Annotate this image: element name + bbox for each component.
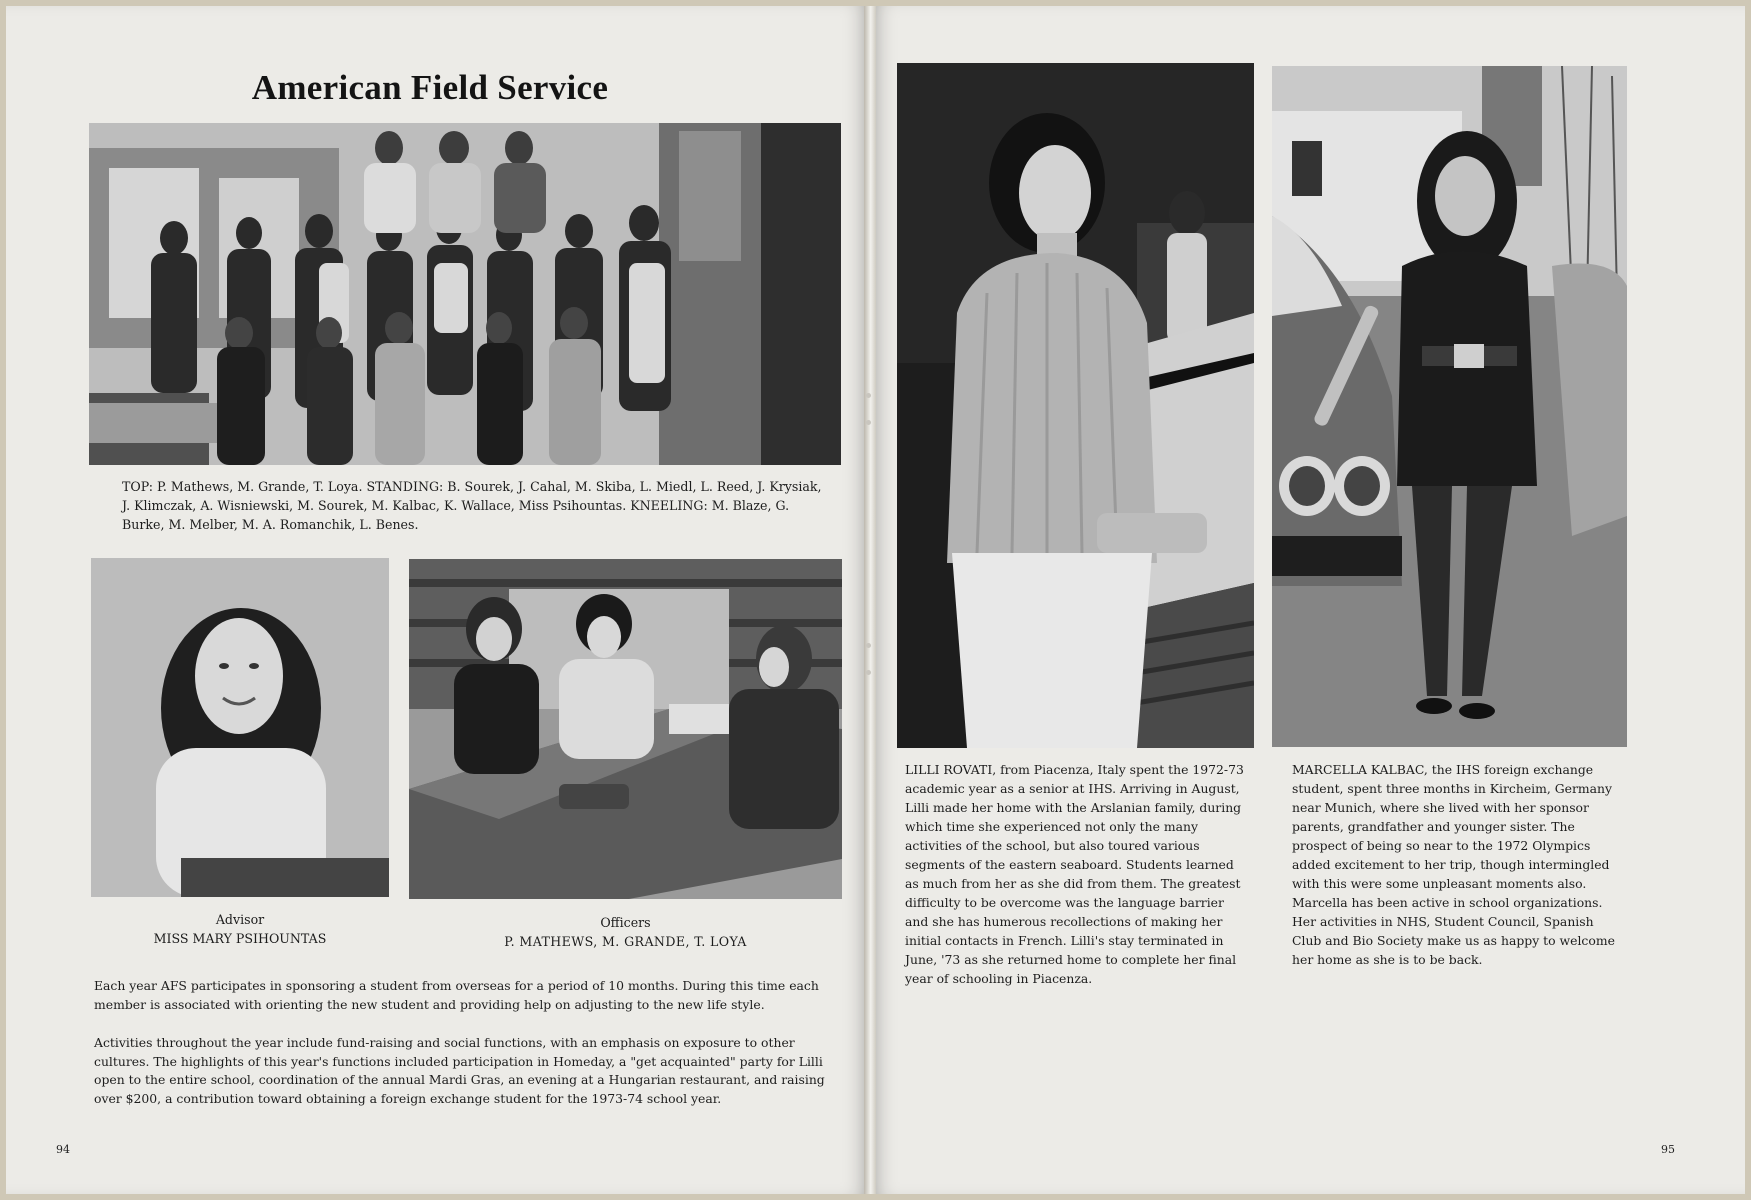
book-gutter: [864, 6, 876, 1194]
group-photo: [89, 123, 841, 465]
officers-names: P. MATHEWS, M. GRANDE, T. LOYA: [504, 934, 747, 949]
intro-paragraph: Each year AFS participates in sponsoring a student from overseas for a period of 10 months. During this time each member is associated with orienting the new student and providing help on adjusting to the new life style.: [94, 978, 819, 1012]
advisor-name: MISS MARY PSIHOUNTAS: [153, 931, 327, 946]
group-photo-caption: TOP: P. Mathews, M. Grande, T. Loya. STANDING: B. Sourek, J. Cahal, M. Skiba, L. Miedl, L. Reed, J. Krysiak, J. Klimczak, A. Wisniewski, M. Sourek, M. Kalbac, K. Wallace, Miss Psihountas. KNEELING: M. Blaze, G. Burke, M. Melber, M. A. Romanchik, L. Benes.: [122, 479, 822, 532]
marcella-photo: [1272, 66, 1627, 747]
lilli-photo: [897, 63, 1254, 748]
page-number-right: 95: [1661, 1143, 1675, 1156]
advisor-label: Advisor: [215, 912, 265, 927]
officers-photo: [409, 559, 842, 899]
marcella-caption: MARCELLA KALBAC, the IHS foreign exchange student, spent three months in Kircheim, Germany near Munich, where she lived with her sponsor parents, grandfather and younger sister. The prospect of being so near to the 1972 Olympics added excitement to her trip, though intermingled with this were some unpleasant moments also. Marcella has been active in school organizations. Her activities in NHS, Student Council, Spanish Club and Bio Society make us as happy to welcome her home as she is to be back.: [1292, 762, 1615, 967]
lilli-caption: LILLI ROVATI, from Piacenza, Italy spent the 1972-73 academic year as a senior at IHS. Arriving in August, Lilli made her home with the Arslanian family, during which time she experienced not only the many activities of the school, but also toured various segments of the eastern seaboard. Students learned as much from her as she did from them. The greatest difficulty to be overcome was the language barrier and she has humerous recollections of making her initial contacts in French. Lilli's stay terminated in June, '73 as she returned home to complete her final year of schooling in Piacenza.: [905, 762, 1244, 986]
page-number-left: 94: [56, 1143, 70, 1156]
officers-label: Officers: [600, 915, 651, 930]
activities-paragraph: Activities throughout the year include fund-raising and social functions, with an emphasis on exposure to other cultures. The highlights of this year's functions included participation in Homeday, a "get acquainted" party for Lilli open to the entire school, coordination of the annual Mardi Gras, an evening at a Hungarian restaurant, and raising over $200, a contribution toward obtaining a foreign exchange student for the 1973-74 school year.: [94, 1035, 825, 1106]
advisor-photo: [91, 558, 389, 897]
page-title: American Field Service: [251, 68, 609, 107]
